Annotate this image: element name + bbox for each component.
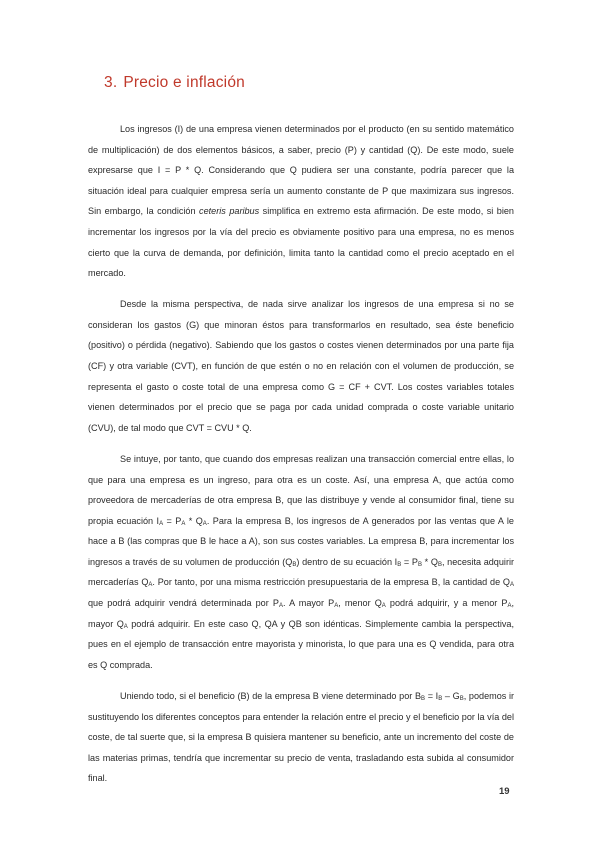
text-run: . Por tanto, por una misma restricción presupuestaria de la empresa B, la cantidad de Q <box>152 577 510 588</box>
text-run: . Para la empresa B, los ingresos de A generados por las ventas que A le hace a B (las compras que B le hace a A), son sus costes variables. La empresa B, para incrementar los ingresos a través de su volumen de producción (Q <box>88 515 514 567</box>
text-run: * Q <box>421 556 438 567</box>
subscript: A <box>159 520 164 527</box>
subscript: A <box>181 520 186 527</box>
text-run: Se intuye, por tanto, que cuando dos empresas realizan una transacción comercial entre ellas, lo que para una empresa es un ingreso, para otra es un coste. Así, una empresa A, que actúa como proveedora de mercaderías de otra empresa B, que las distribuye y vende al consumidor final, tiene su propia ecuación I <box>88 453 514 526</box>
text-run: – G <box>442 690 460 701</box>
subscript: B <box>421 695 426 702</box>
text-run: podrá adquirir, y a menor P <box>385 598 508 609</box>
text-run: Uniendo todo, si el beneficio (B) de la empresa B viene determinado por B <box>120 690 422 701</box>
section-heading <box>104 74 245 92</box>
subscript: A <box>278 603 283 610</box>
text-run: simplifica en extremo esta afirmación. De este modo, si bien incrementar los ingresos por la vía del precio es obviamente positivo para una empresa, no es menos cierto que la curva de demanda, por definición, limita tanto la cantidad como el precio aceptado en el mercado. <box>88 206 514 279</box>
subscript: A <box>507 603 512 610</box>
text-run: ) dentro de su ecuación I <box>296 556 398 567</box>
subscript: A <box>381 603 386 610</box>
subscript: A <box>123 623 128 630</box>
subscript: A <box>509 582 514 589</box>
paragraph-transaccion <box>88 449 514 676</box>
subscript: B <box>292 561 297 568</box>
latin-term: ceteris paribus <box>199 206 260 217</box>
paragraph-beneficio <box>88 686 514 789</box>
subscript: B <box>438 695 443 702</box>
text-run: = I <box>425 690 439 701</box>
paragraph-gastos: Desde la misma perspectiva, de nada sirve analizar los ingresos de una empresa si no se consideran los gastos (G) que minoran éstos para transformarlos en resultado, sea éste beneficio (positivo) o pérdida (negativo). Sabiendo que los gastos o costes vienen determinados por una parte fija (CF) y otra variable (CVT), en función de que estén o no en relación con el volumen de producción, se representa el gasto o coste total de una empresa como G = CF + CVT. Los costes variables totales vienen determinados por el precio que se paga por cada unidad comprada o coste variable unitario (CVU), de tal modo que CVT = CVU * Q. <box>88 299 514 433</box>
text-run: = P <box>163 515 182 526</box>
subscript: A <box>334 603 339 610</box>
subscript: B <box>417 561 422 568</box>
text-run: , menor Q <box>338 598 382 609</box>
text-run: * Q <box>185 515 203 526</box>
subscript: B <box>459 695 464 702</box>
subscript: B <box>397 561 402 568</box>
text-run: que podrá adquirir vendrá determinada por P <box>88 598 279 609</box>
text-run: podrá adquirir. En este caso Q, QA y QB son idénticas. Simplemente cambia la perspectiva, pues en el ejemplo de transacción entre mayorista y minorista, lo que para una es Q vendida, para otra es Q comprada. <box>88 618 514 670</box>
section-title: Precio e inflación <box>123 74 245 91</box>
section-number: 3. <box>104 74 118 91</box>
subscript: B <box>437 561 442 568</box>
body-text <box>88 119 514 799</box>
text-run: , mayor Q <box>88 598 515 629</box>
text-run: = P <box>401 556 418 567</box>
text-run: Los ingresos (I) de una empresa vienen determinados por el producto (en su sentido matemático de multiplicación) de dos elementos básicos, a saber, precio (P) y cantidad (Q). De este modo, suele expresarse que I = P * Q. Considerando que Q pudiera ser una constante, podría parecer que la situación ideal para cualquier empresa sería un aumento constante de P que maximizara sus ingresos. Sin embargo, la condición <box>88 124 514 217</box>
text-run: , podemos ir sustituyendo los diferentes conceptos para entender la relación entre el precio y el beneficio por la vía del coste, de tal suerte que, si la empresa B quisiera mantener su beneficio, ante un incremento del coste de las materias primas, tendría que incrementar su precio de venta, trasladando esta subida al consumidor final. <box>88 690 515 784</box>
page-number: 19 <box>499 786 510 797</box>
text-run: . A mayor P <box>282 598 335 609</box>
subscript: A <box>202 520 207 527</box>
text-run: , necesita adquirir mercaderías Q <box>88 556 515 588</box>
subscript: A <box>148 582 153 589</box>
paragraph-ingresos <box>88 119 514 284</box>
